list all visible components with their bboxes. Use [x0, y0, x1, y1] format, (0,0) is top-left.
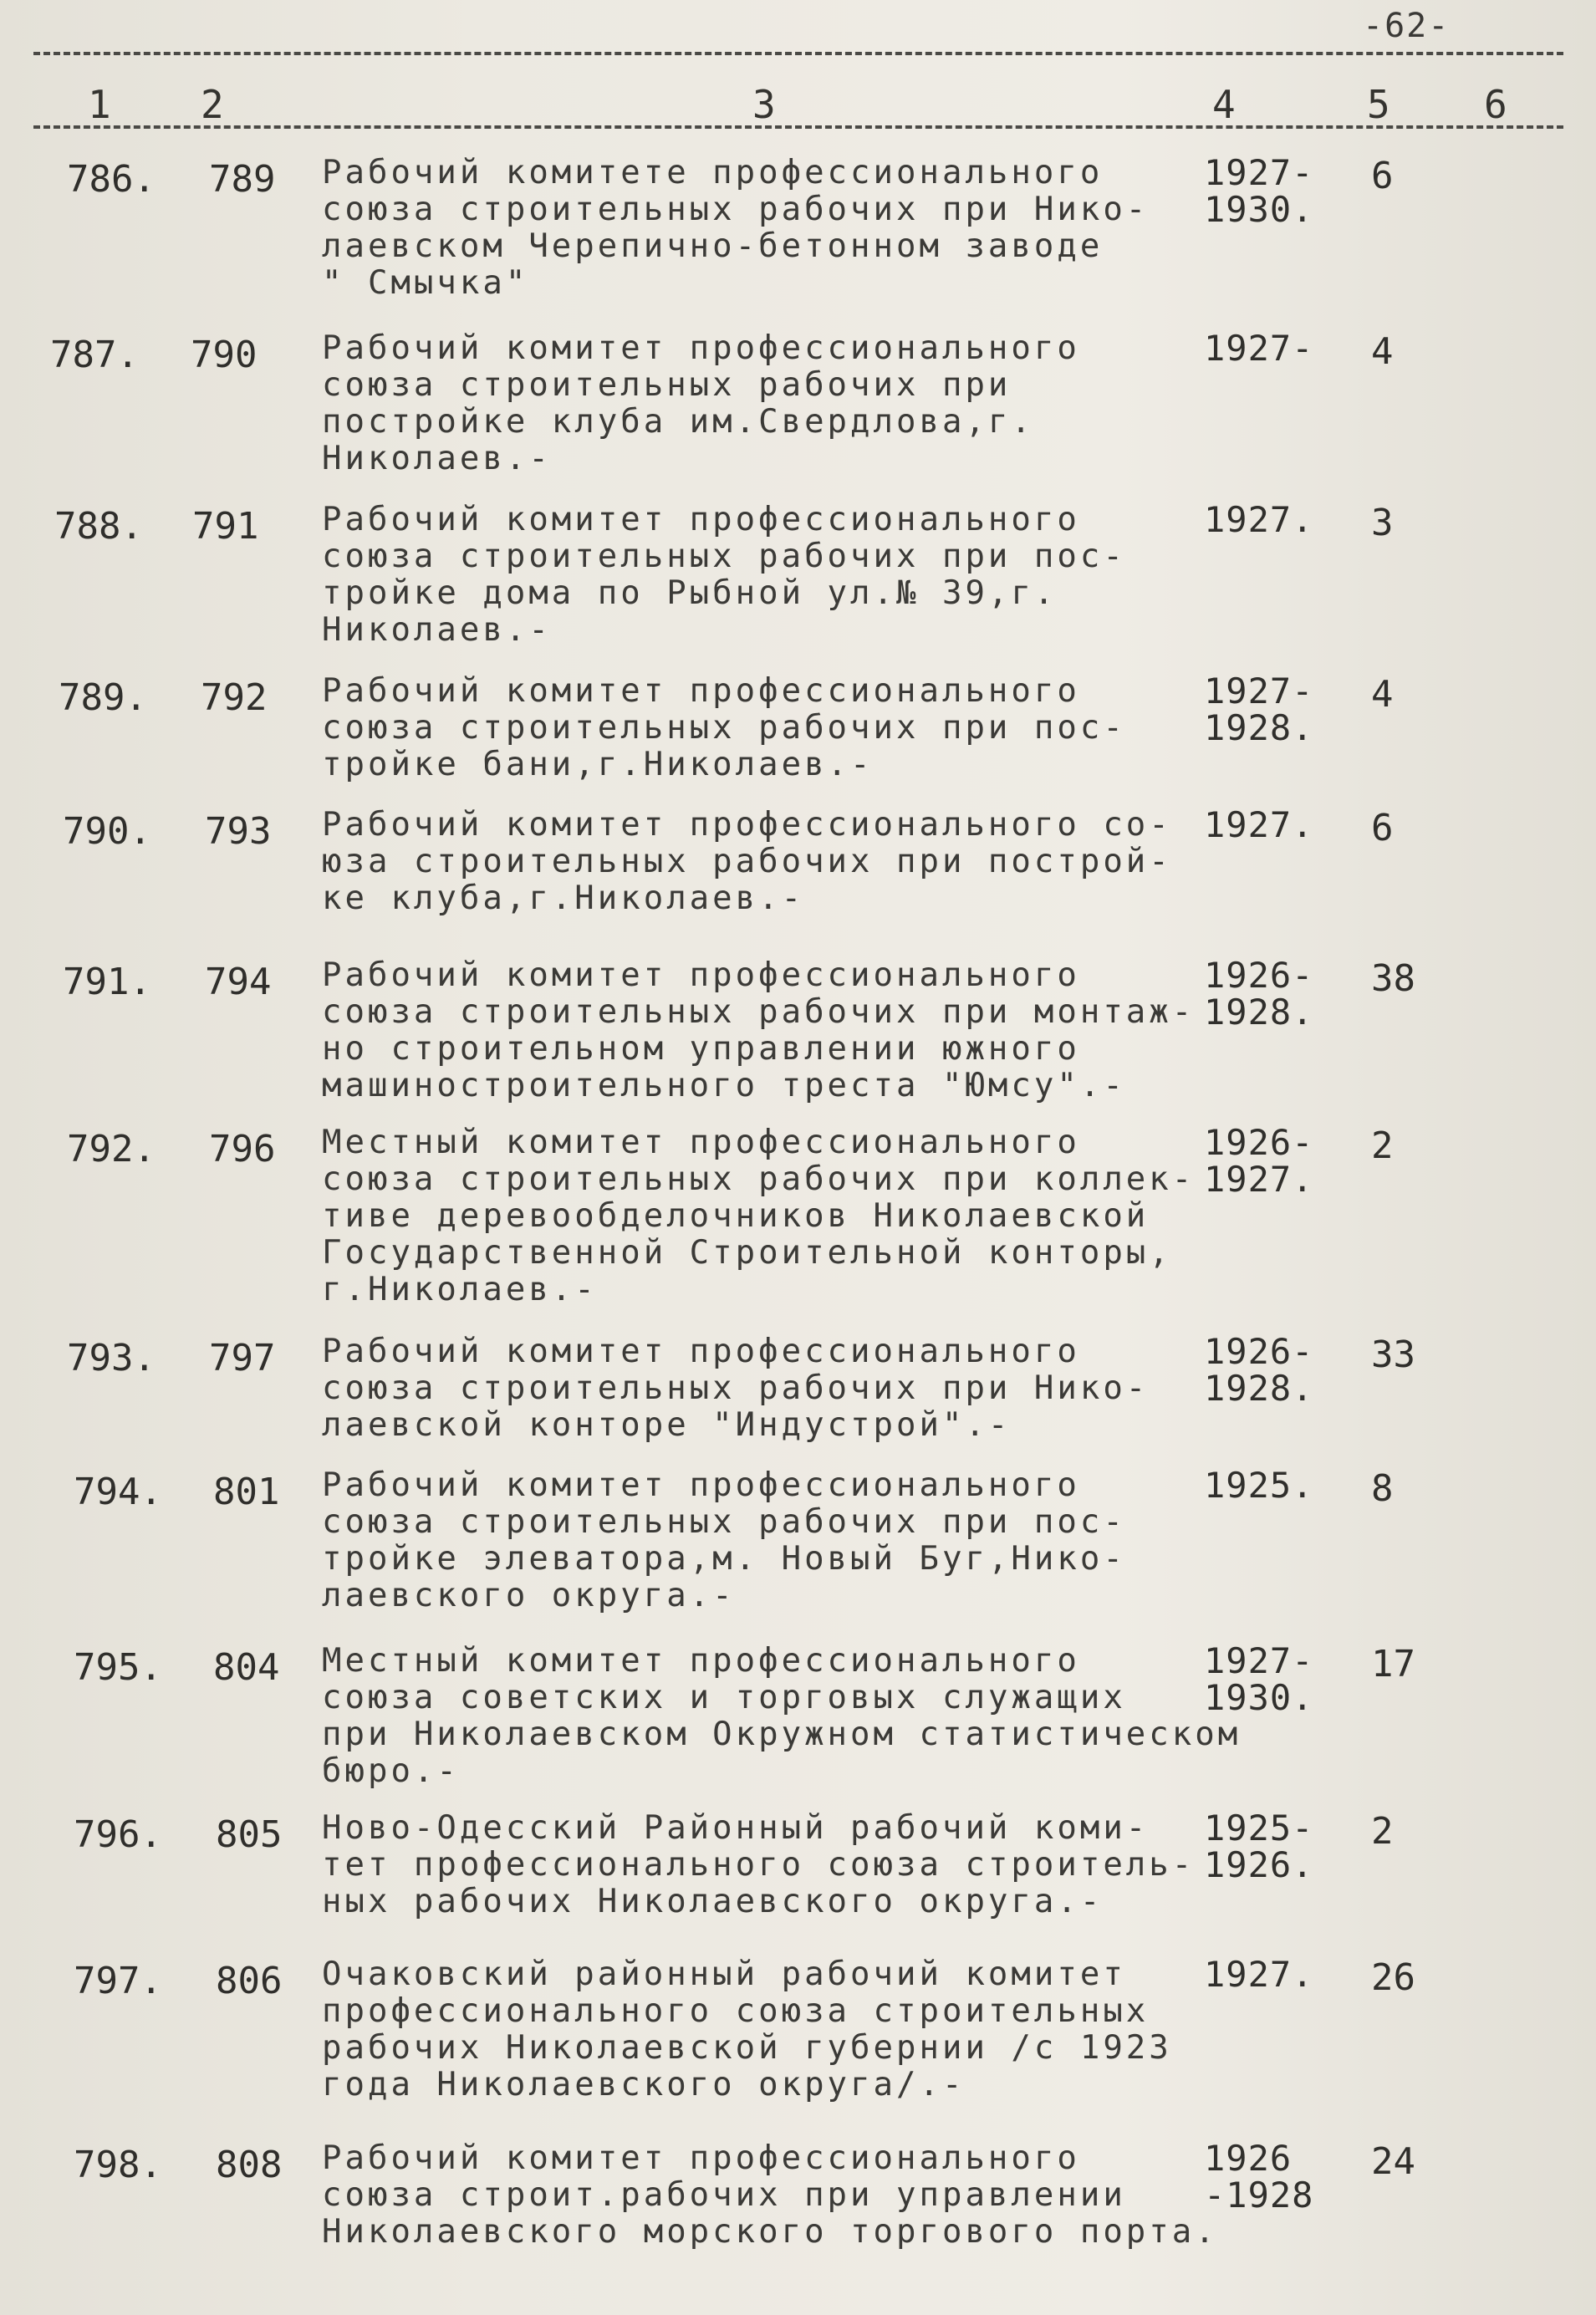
row-count: 26: [1371, 1956, 1415, 1999]
old-number: 793: [205, 810, 272, 853]
row-number: 789.: [59, 676, 147, 719]
row-count: 33: [1371, 1333, 1415, 1376]
header-rule-top: [33, 52, 1563, 55]
row-count: 6: [1371, 155, 1394, 197]
row-description: Местный комитет профессионального союза строительных рабочих при коллек- тиве деревообделочников Николаевской Государственной Строительной конторы, г.Николаев.-: [322, 1124, 1196, 1308]
row-years: 1926 -1928: [1204, 2138, 1314, 2216]
row-description: Рабочий комитет профессионального со- юза строительных рабочих при построй- ке клуба,г.Николаев.-: [322, 806, 1172, 917]
column-header-2: 2: [201, 82, 224, 127]
row-years: 1925.: [1204, 1465, 1314, 1506]
old-number: 804: [213, 1646, 280, 1689]
column-header-6: 6: [1484, 82, 1507, 127]
old-number: 808: [216, 2144, 283, 2186]
row-years: 1927- 1928.: [1204, 671, 1314, 748]
row-description: Рабочий комитет профессионального союза строительных рабочих при пос- тройке дома по Рыбной ул.№ 39,г. Николаев.-: [322, 501, 1126, 649]
row-description: Местный комитет профессионального союза советских и торговых служащих при Николаевском Окружном статистическом бюро.-: [322, 1642, 1242, 1790]
row-years: 1927.: [1204, 499, 1314, 540]
old-number: 794: [205, 961, 272, 1003]
row-count: 6: [1371, 807, 1394, 849]
column-header-3: 3: [752, 82, 776, 127]
header-rule-bottom: [33, 125, 1563, 129]
row-count: 3: [1371, 502, 1394, 544]
row-years: 1927- 1930.: [1204, 152, 1314, 230]
row-number: 786.: [67, 158, 156, 201]
old-number: 792: [201, 676, 268, 719]
row-count: 38: [1371, 957, 1415, 1000]
row-number: 796.: [74, 1813, 162, 1856]
row-number: 795.: [74, 1646, 162, 1689]
old-number: 796: [209, 1128, 276, 1170]
row-number: 792.: [67, 1128, 156, 1170]
row-count: 4: [1371, 330, 1394, 373]
old-number: 797: [209, 1337, 276, 1379]
column-header-5: 5: [1367, 82, 1390, 127]
row-description: Рабочий комитет профессионального союза строительных рабочих при постройке клуба им.Свердлова,г. Николаев.-: [322, 329, 1080, 477]
page-number: -62-: [1363, 7, 1451, 45]
row-years: 1927.: [1204, 1954, 1314, 1995]
row-number: 797.: [74, 1960, 162, 2002]
column-header-4: 4: [1212, 82, 1236, 127]
row-number: 787.: [50, 334, 139, 376]
row-description: Рабочий комитет профессионального союза строит.рабочих при управлении Николаевского морского торгового порта.: [322, 2139, 1218, 2251]
row-count: 8: [1371, 1467, 1394, 1510]
row-number: 790.: [63, 810, 151, 853]
row-years: 1927.: [1204, 804, 1314, 845]
row-years: 1926- 1928.: [1204, 955, 1314, 1033]
row-description: Рабочий комитет профессионального союза строительных рабочих при монтаж- но строительном управлении южного машиностроительного треста "Юмсу".-: [322, 956, 1196, 1104]
row-count: 2: [1371, 1124, 1394, 1167]
row-count: 24: [1371, 2140, 1415, 2183]
old-number: 806: [216, 1960, 283, 2002]
row-description: Ново-Одесский Районный рабочий коми- тет профессионального союза строитель- ных рабочих Николаевского округа.-: [322, 1809, 1196, 1920]
old-number: 791: [192, 505, 259, 548]
row-count: 2: [1371, 1810, 1394, 1853]
row-description: Рабочий комитет профессионального союза строительных рабочих при пос- тройке бани,г.Николаев.-: [322, 672, 1126, 783]
old-number: 801: [213, 1471, 280, 1513]
old-number: 789: [209, 158, 276, 201]
row-years: 1927-: [1204, 328, 1314, 369]
row-number: 798.: [74, 2144, 162, 2186]
row-description: Очаковский районный рабочий комитет профессионального союза строительных рабочих Николаевской губернии /с 1923 года Николаевского округа/.-: [322, 1956, 1172, 2103]
row-description: Рабочий комитет профессионального союза строительных рабочих при пос- тройке элеватора,м. Новый Буг,Нико- лаевского округа.-: [322, 1466, 1126, 1614]
row-years: 1926- 1928.: [1204, 1331, 1314, 1409]
column-header-1: 1: [88, 82, 111, 127]
row-number: 794.: [74, 1471, 162, 1513]
row-years: 1925- 1926.: [1204, 1808, 1314, 1885]
row-number: 793.: [67, 1337, 156, 1379]
row-count: 4: [1371, 673, 1394, 716]
old-number: 790: [191, 334, 258, 376]
row-years: 1927- 1930.: [1204, 1640, 1314, 1718]
row-years: 1926- 1927.: [1204, 1122, 1314, 1200]
row-number: 788.: [54, 505, 143, 548]
row-number: 791.: [63, 961, 151, 1003]
row-description: Рабочий комитет профессионального союза строительных рабочих при Нико- лаевской конторе "Индустрой".-: [322, 1333, 1150, 1444]
row-count: 17: [1371, 1643, 1415, 1685]
old-number: 805: [216, 1813, 283, 1856]
row-description: Рабочий комитете профессионального союза строительных рабочих при Нико- лаевском Черепично-бетонном заводе " Смычка": [322, 154, 1150, 302]
